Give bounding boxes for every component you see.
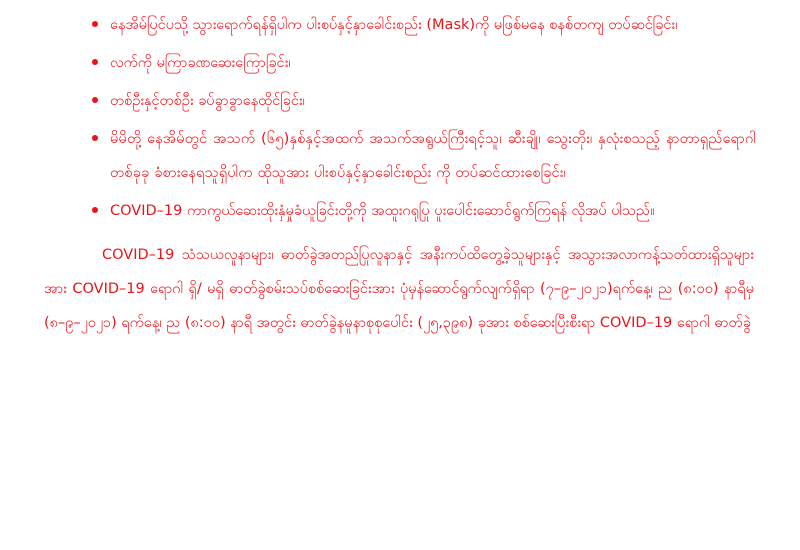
bullet-text-mask: နေအိမ်ပြင်ပသို့ သွားရောက်ရန်ရှိပါက ပါးစပ်နှင့်နှာခေါင်းစည်း (Mask)ကို မဖြစ်မနေ စနစ်တကျ တပ်ဆင်ခြင်း၊: [110, 17, 678, 33]
bullet-text-elderly: မိမိတို့ နေအိမ်တွင် အသက် (၆၅)နှစ်နှင့်အထက် အသက်အရွယ်ကြီးရင့်သူ၊ ဆီးချို၊ သွေးတိုး၊ နှလုံးစသည့် နာတာရှည်ရောဂါတစ်ခုခု ခံစားနေရသူရှိပါက ထိုသူအား ပါးစပ်နှင့်နှာခေါင်းစည်း ကို တပ်ဆင်ထားစေခြင်း၊: [110, 131, 756, 181]
bullet-dot-icon: [92, 21, 98, 27]
list-item: [44, 8, 756, 42]
bullet-text-distance: တစ်ဦးနှင့်တစ်ဦး ခပ်ခွာခွာနေထိုင်ခြင်း၊: [110, 93, 305, 109]
bullet-dot-icon: [92, 59, 98, 65]
list-item: [44, 122, 756, 190]
bullet-text-handwash: လက်ကို မကြာခဏဆေးကြောခြင်း၊: [110, 55, 291, 71]
list-item: [44, 194, 756, 228]
list-item: [44, 84, 756, 118]
paragraph-text: COVID–19 သံသယလူနာများ၊ ဓာတ်ခွဲအတည်ပြုလူနာနှင့် အနီးကပ်ထိတွေ့ခဲ့သူများနှင့် အသွားအလာကန့်သတ်ထားရှိသူများအား COVID–19 ရောဂါ ရှိ/ မရှိ ဓာတ်ခွဲစမ်းသပ်စစ်ဆေးခြင်းအား ပုံမှန်ဆောင်ရွက်လျက်ရှိရာ (၇–၉–၂၀၂၁)ရက်နေ့၊ ည (၈:၀၀) နာရီမှ (၈–၉–၂၀၂၁) ရက်နေ့၊ ည (၈:၀၀) နာရီ အတွင်း ဓာတ်ခွဲနမူနာစုစုပေါင်း (၂၅,၃၉၈) ခုအား စစ်ဆေးပြီးစီးရာ COVID–19 ရောဂါ ဓာတ်ခွဲ: [44, 247, 754, 331]
bullet-dot-icon: [92, 135, 98, 141]
bullet-text-vaccine: COVID–19 ကာကွယ်ဆေးထိုးနှံမှုခံယူခြင်းတို့ကို အထူးဂရုပြု ပူးပေါင်းဆောင်ရွက်ကြရန် လိုအပ် ပါသည်။: [110, 203, 655, 219]
bullet-dot-icon: [92, 207, 98, 213]
bullet-dot-icon: [92, 97, 98, 103]
body-paragraph: [44, 238, 756, 340]
list-item: [44, 46, 756, 80]
guidance-bullet-list: [44, 8, 756, 228]
